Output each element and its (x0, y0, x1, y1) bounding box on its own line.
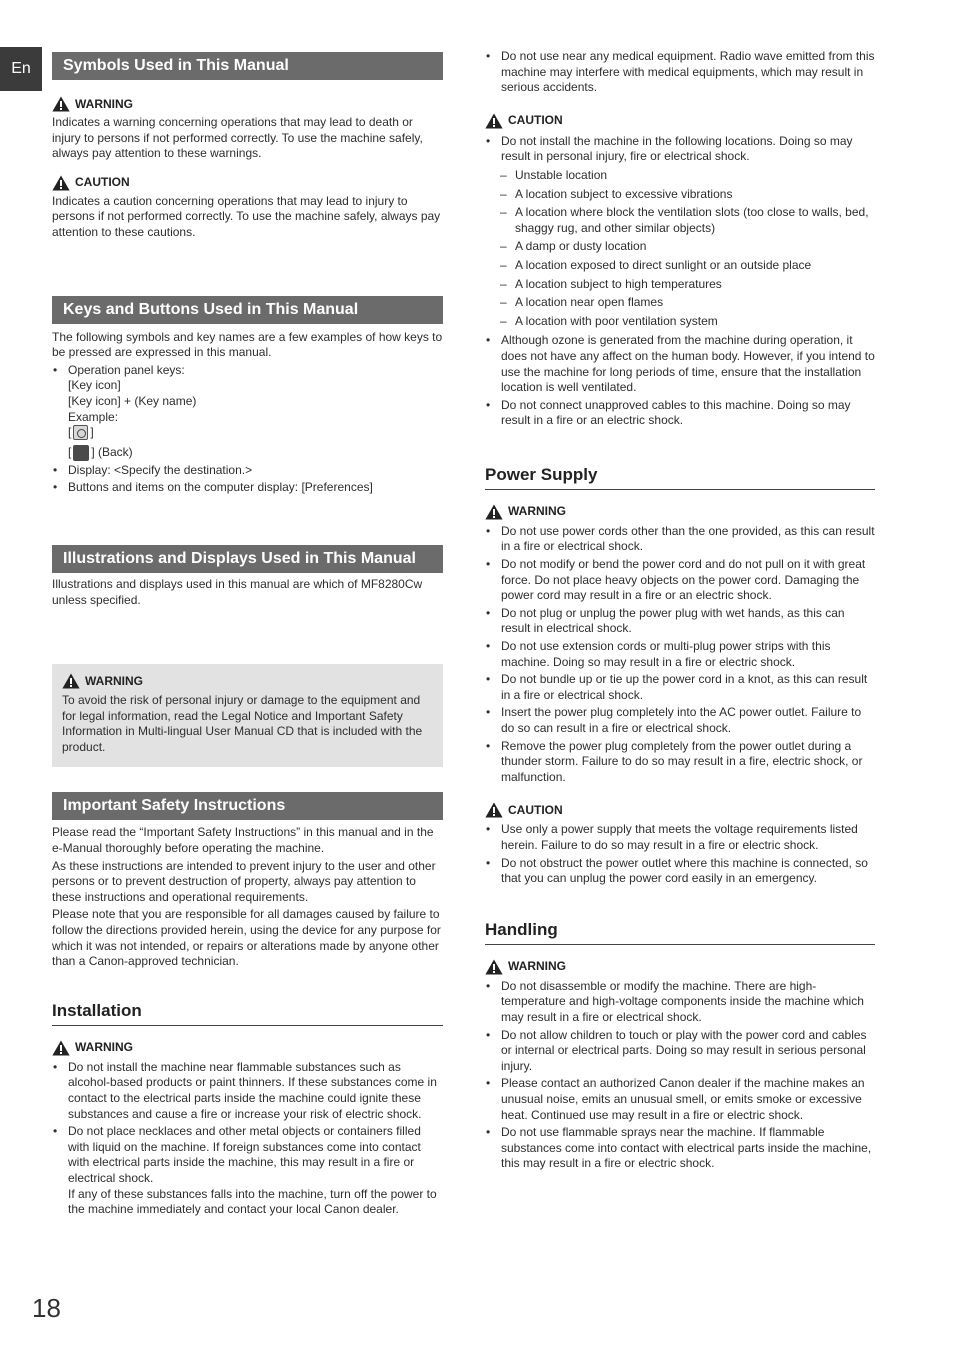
location-item: – A location with poor ventilation system (485, 314, 875, 330)
important-paragraph-3: Please note that you are responsible for all damages caused by failure to follow the directions provided herein, using the device for any purpose for which it was not intended, or repairs or alterations made by anyone other than a Canon-approved technician. (52, 907, 441, 969)
illustrations-section-title: Illustrations and Displays Used in This Manual (52, 545, 443, 573)
location-item: – A location subject to high temperatures (485, 277, 875, 293)
installation-caution-list (485, 134, 875, 429)
handling-warning-label: WARNING (485, 959, 875, 975)
warning-triangle-icon (62, 673, 80, 689)
symbols-warning-label: WARNING (52, 96, 443, 112)
list-item: • Do not install the machine in the following locations. Doing so may result in personal injury, fire or electrical shock. – Unstable location – A location subject to excessive vibrations – A location where block the ventilation slots (too close to walls, bed, shaggy rug, and other similar objects) – A damp or dusty location – A location exposed to direct sunlight or an outside place – A location subject to high temperatures – A location near open flames – A location with poor ventilation system (485, 134, 875, 330)
list-item: • Insert the power plug completely into the AC power outlet. Failure to do so can result in a fire or electrical shock. (485, 705, 875, 736)
medical-warning-list (485, 49, 875, 96)
list-item: • Remove the power plug completely from the power outlet during a thunder storm. Failure to do so may result in a fire, electric shock, or malfunction. (485, 739, 875, 786)
installation-title: Installation (52, 1000, 443, 1026)
symbols-section-title: Symbols Used in This Manual (52, 52, 443, 80)
warning-triangle-icon (485, 959, 503, 975)
keys-list (52, 363, 443, 496)
important-paragraph-2: As these instructions are intended to prevent injury to the user and other persons or to prevent destruction of property, always pay attention to these instructions and operational requirements. (52, 858, 436, 904)
list-item: • Buttons and items on the computer display: [Preferences] (52, 480, 443, 496)
list-item: • Use only a power supply that meets the voltage requirements listed herein. Failure to do so may result in a fire or electric shock. (485, 822, 875, 853)
warning-triangle-icon (52, 1040, 70, 1056)
list-item: • Do not connect unapproved cables to this machine. Doing so may result in a fire or an electric shock. (485, 398, 875, 429)
list-item: • Do not obstruct the power outlet where this machine is connected, so that you can unplug the power cord easily in an emergency. (485, 856, 875, 887)
list-item: • Although ozone is generated from the machine during operation, it does not have any affect on the human body. However, if you intend to use the machine for long periods of time, ensure that the installation location is well ventilated. (485, 333, 875, 395)
power-warning-label: WARNING (485, 504, 875, 520)
language-tab: En (0, 47, 42, 91)
symbols-warning-text: Indicates a warning concerning operations that may lead to death or injury to persons if not performed correctly. To use the machine safely, always pay attention to these warnings. (52, 115, 423, 161)
handling-title: Handling (485, 919, 875, 945)
keys-section-title: Keys and Buttons Used in This Manual (52, 296, 443, 324)
home-key-icon (73, 425, 88, 440)
right-column (485, 49, 875, 1172)
list-item: • Do not use flammable sprays near the machine. If flammable substances come into contact with electrical parts inside the machine, this may result in a fire or electric shock. (485, 1125, 875, 1172)
list-item: • Do not use near any medical equipment. Radio wave emitted from this machine may interfere with medical equipments, which may result in serious accidents. (485, 49, 875, 96)
example-key-home: [ ] (68, 425, 94, 440)
list-item: • Do not allow children to touch or play with the power cord and cables or internal or electrical parts. Doing so may result in serious personal injury. (485, 1028, 875, 1075)
location-item: – Unstable location (485, 168, 875, 184)
example-key-back: [ ] (Back) (68, 444, 133, 459)
locations-list (485, 168, 875, 329)
warning-notice-box (52, 664, 443, 767)
list-item: • Do not place necklaces and other metal objects or containers filled with liquid on the machine. If foreign substances come into contact with electrical parts inside the machine, this may result in a fire or electrical shock. If any of these substances falls into the machine, turn off the power to the machine immediately and contact your local Canon dealer. (52, 1124, 443, 1218)
page-number: 18 (32, 1293, 61, 1323)
list-item: • Do not modify or bend the power cord and do not pull on it with great force. Do not place heavy objects on the power cord. Damaging the power cord may result in a fire or an electric shock. (485, 557, 875, 604)
list-item: • Display: <Specify the destination.> (52, 463, 443, 479)
list-item: • Operation panel keys: [Key icon] [Key icon] + (Key name) Example: [ ] [ ] (Back) (52, 363, 443, 461)
power-supply-title: Power Supply (485, 464, 875, 490)
caution-triangle-icon (52, 175, 70, 191)
location-item: – A damp or dusty location (485, 239, 875, 255)
installation-warning-list (52, 1060, 443, 1218)
power-warning-list (485, 524, 875, 786)
list-item: • Do not disassemble or modify the machine. There are high-temperature and high-voltage components inside the machine which may result in a fire or electrical shock. (485, 979, 875, 1026)
power-caution-label: CAUTION (485, 802, 875, 818)
location-item: – A location near open flames (485, 295, 875, 311)
illustrations-text: Illustrations and displays used in this manual are which of MF8280Cw unless specified. (52, 576, 423, 607)
list-item: • Please contact an authorized Canon dealer if the machine makes an unusual noise, emits an unusual smell, or emits smoke or excessive heat. Continued use may result in a fire or electric shock. (485, 1076, 875, 1123)
left-column (52, 52, 443, 1218)
back-key-icon (73, 445, 89, 461)
handling-warning-list (485, 979, 875, 1172)
warning-triangle-icon (485, 504, 503, 520)
notice-text: To avoid the risk of personal injury or damage to the equipment and for legal information, read the Legal Notice and Important Safety Information in Multi-lingual User Manual CD that is included with the product. (62, 693, 423, 754)
installation-caution-label: CAUTION (485, 113, 875, 129)
list-item: • Do not plug or unplug the power plug with wet hands, as this can result in electrical shock. (485, 606, 875, 637)
important-paragraph-1: Please read the “Important Safety Instructions” in this manual and in the e-Manual thoroughly before operating the machine. (52, 825, 434, 856)
installation-warning-label: WARNING (52, 1040, 443, 1056)
symbols-caution-label: CAUTION (52, 175, 443, 191)
keys-intro: The following symbols and key names are a few examples of how keys to be pressed are expressed in this manual. (52, 329, 443, 360)
location-item: – A location where block the ventilation slots (too close to walls, bed, shaggy rug, and other similar objects) (485, 205, 875, 236)
important-section-title: Important Safety Instructions (52, 792, 443, 820)
location-item: – A location exposed to direct sunlight or an outside place (485, 258, 875, 274)
list-item: • Do not use extension cords or multi-plug power strips with this machine. Doing so may result in a fire or electric shock. (485, 639, 875, 670)
caution-triangle-icon (485, 113, 503, 129)
warning-triangle-icon (52, 96, 70, 112)
notice-warning-label: WARNING (62, 673, 433, 689)
symbols-caution-text: Indicates a caution concerning operations that may lead to injury to persons if not performed correctly. To use the machine safely, always pay attention to these cautions. (52, 193, 441, 239)
list-item: • Do not install the machine near flammable substances such as alcohol-based products or paint thinners. If these substances come in contact to the electrical parts inside the machine could ignite these substances and cause a fire or increase your risk of electric shock. (52, 1060, 443, 1122)
location-item: – A location subject to excessive vibrations (485, 187, 875, 203)
list-item: • Do not bundle up or tie up the power cord in a knot, as this can result in a fire or electrical shock. (485, 672, 875, 703)
caution-triangle-icon (485, 802, 503, 818)
power-caution-list (485, 822, 875, 886)
list-item: • Do not use power cords other than the one provided, as this can result in a fire or electrical shock. (485, 524, 875, 555)
